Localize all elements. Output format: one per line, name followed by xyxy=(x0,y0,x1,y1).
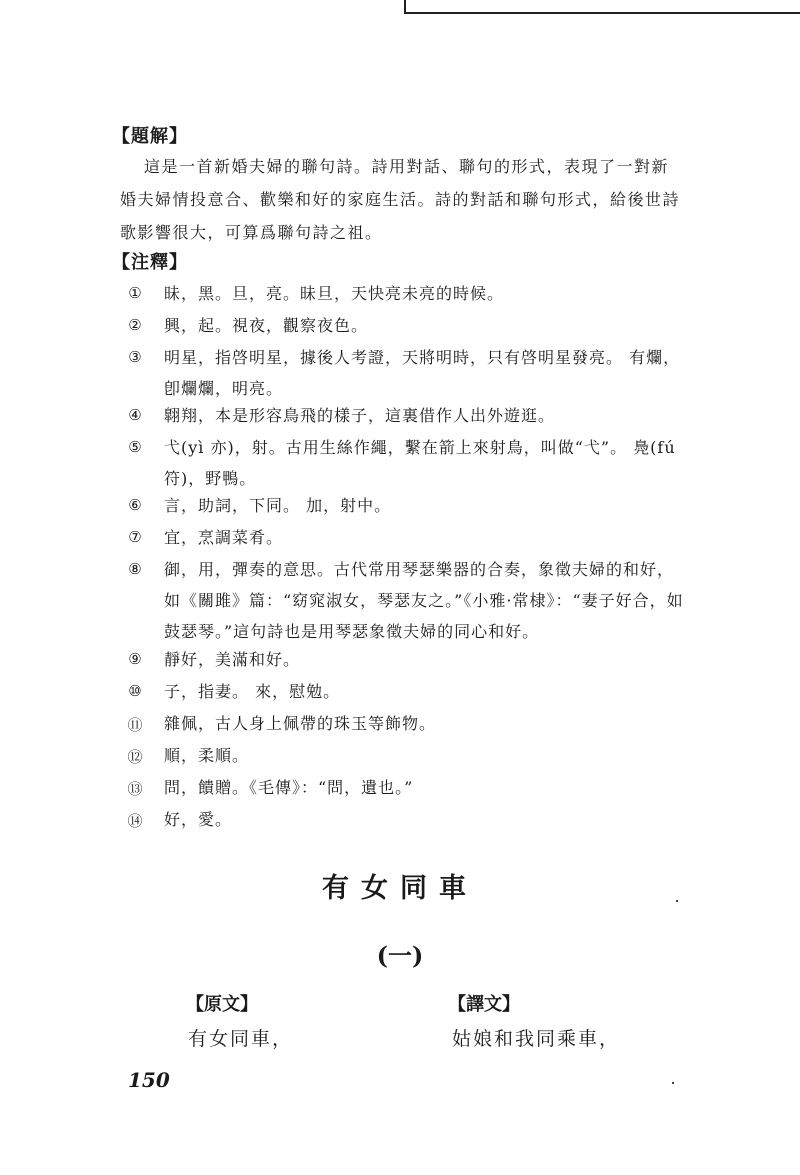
note-text xyxy=(164,400,684,431)
note-text xyxy=(164,522,684,553)
note-number: ⑩ xyxy=(128,682,142,700)
note-number: ④ xyxy=(128,406,142,424)
note-line: 言，助詞，下同。 加，射中。 xyxy=(164,496,392,515)
note-line: 鼓瑟琴。”這句詩也是用琴瑟象徵夫婦的同心和好。 xyxy=(164,622,540,641)
note-number: ③ xyxy=(128,348,142,366)
translation-heading: 【譯文】 xyxy=(448,994,520,1015)
note-text xyxy=(164,708,684,739)
original-line: 有女同車， xyxy=(188,1028,294,1050)
notes-heading: 【注釋】 xyxy=(112,252,188,273)
note-number: ① xyxy=(128,284,142,302)
note-number: ⑤ xyxy=(128,438,142,456)
note-line: 問，饋贈。《毛傳》：“問，遺也。” xyxy=(164,778,414,797)
note-line: 興，起。視夜，觀察夜色。 xyxy=(164,316,369,335)
note-number: ⑥ xyxy=(128,496,142,514)
note-number: ② xyxy=(128,316,142,334)
note-line: 如《關雎》篇：“窈窕淑女，琴瑟友之。”《小雅·常棣》：“妻子好合，如 xyxy=(164,591,684,610)
intro-line: 婚夫婦情投意合、歡樂和好的家庭生活。詩的對話和聯句形式，給後世詩 xyxy=(120,190,681,209)
intro-heading: 【題解】 xyxy=(112,126,188,147)
intro-line: 歌影響很大，可算爲聯句詩之祖。 xyxy=(120,223,383,242)
note-text xyxy=(164,554,684,647)
note-text xyxy=(164,676,684,707)
note-number: ⑨ xyxy=(128,650,142,668)
note-text xyxy=(164,804,684,835)
note-line: 翺翔，本是形容鳥飛的樣子，這裏借作人出外遊逛。 xyxy=(164,406,556,425)
note-text xyxy=(164,772,684,803)
translation-line: 姑娘和我同乘車， xyxy=(452,1028,621,1050)
note-line: 順，柔順。 xyxy=(164,746,250,765)
scan-speck xyxy=(672,1082,674,1084)
scan-speck xyxy=(676,900,678,902)
note-line: 御，用，彈奏的意思。古代常用琴瑟樂器的合奏，象徵夫婦的和好， xyxy=(164,560,675,579)
note-text xyxy=(164,644,684,675)
note-line: 明星，指啓明星，據後人考證，天將明時，只有啓明星發亮。 有爛， xyxy=(164,348,681,367)
page-number: 150 xyxy=(128,1068,170,1092)
note-number: ⑪ xyxy=(127,716,143,734)
note-line: 靜好，美滿和好。 xyxy=(164,650,301,669)
note-line: 符)，野鴨。 xyxy=(164,469,257,488)
note-text xyxy=(164,740,684,771)
note-line: 卽爛爛，明亮。 xyxy=(164,379,284,398)
note-line: 昧，黑。旦，亮。昧旦，天快亮未亮的時候。 xyxy=(164,284,505,303)
note-number: ⑫ xyxy=(127,748,143,766)
note-number: ⑦ xyxy=(128,528,142,546)
note-number: ⑬ xyxy=(127,780,143,798)
intro-line: 這是一首新婚夫婦的聯句詩。詩用對話、聯句的形式，表現了一對新 xyxy=(144,157,670,176)
note-line: 宜，烹調菜肴。 xyxy=(164,528,284,547)
poem-title: 有女同車 xyxy=(322,873,478,904)
note-text xyxy=(164,310,684,341)
top-border-rule xyxy=(404,0,800,14)
note-line: 子，指妻。 來，慰勉。 xyxy=(164,682,341,701)
note-line: 雜佩，古人身上佩帶的珠玉等飾物。 xyxy=(164,714,437,733)
note-line: 好，愛。 xyxy=(164,810,233,829)
note-number: ⑭ xyxy=(127,812,143,830)
note-text xyxy=(164,278,684,309)
note-line: 弋(yì 亦)，射。古用生絲作繩，繫在箭上來射鳥，叫做“弋”。 鳧(fú xyxy=(164,438,676,457)
note-number: ⑧ xyxy=(128,560,142,578)
original-heading: 【原文】 xyxy=(186,994,258,1015)
note-text xyxy=(164,490,684,521)
intro-paragraph xyxy=(120,150,680,249)
section-number: (一) xyxy=(376,941,424,970)
note-text xyxy=(164,432,684,494)
note-text xyxy=(164,342,684,404)
